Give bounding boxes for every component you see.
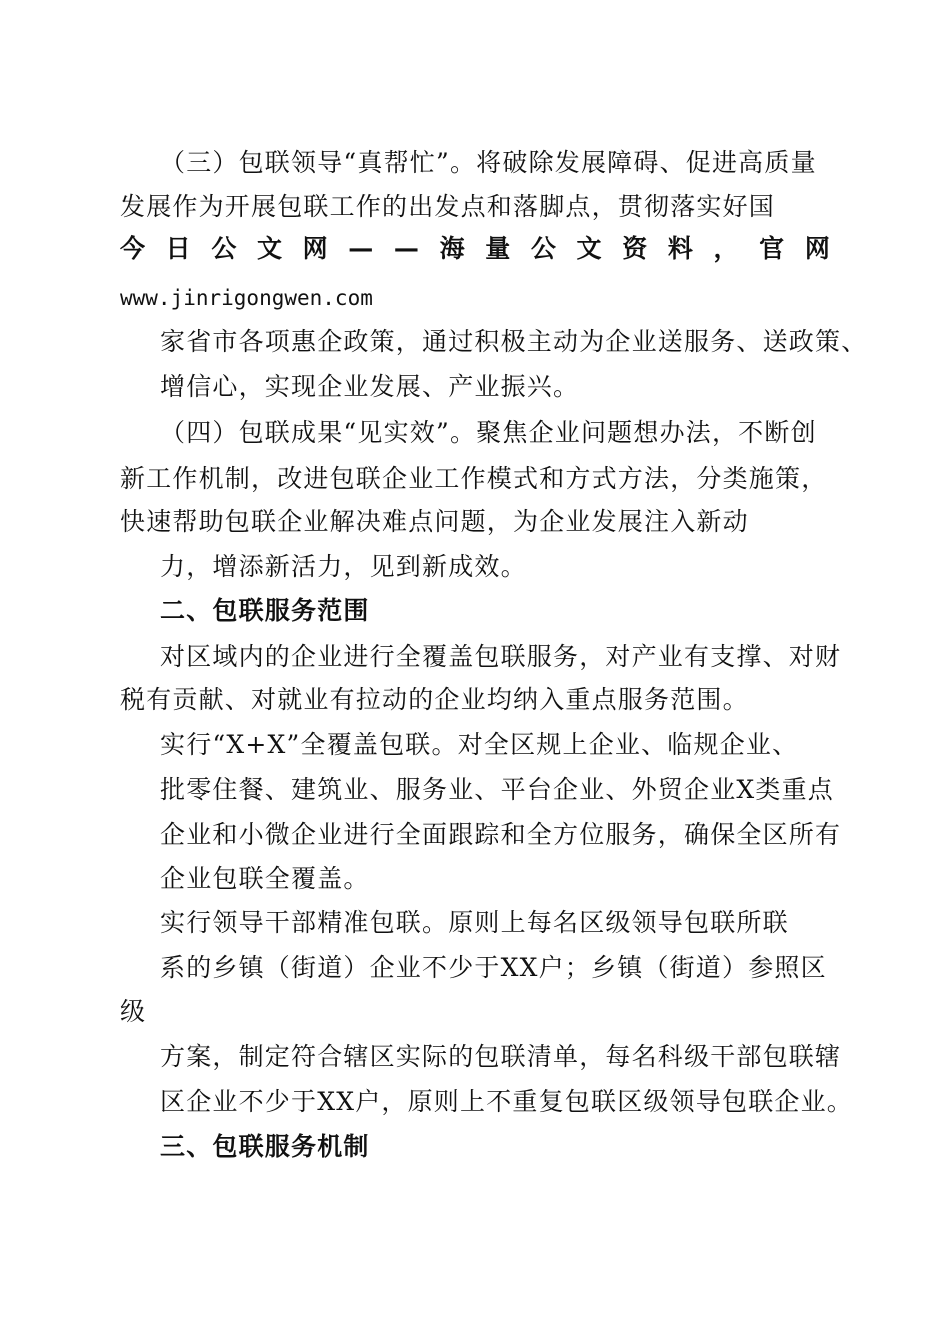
paragraph-line: 实行“X+X”全覆盖包联。对全区规上企业、临规企业、 bbox=[160, 730, 799, 759]
paragraph-line: （三）包联领导“真帮忙”。将破除发展障碍、促进高质量 bbox=[160, 148, 817, 177]
banner-char: 海 bbox=[439, 234, 465, 263]
section-heading: 二、包联服务范围 bbox=[160, 596, 370, 625]
banner-char: 量 bbox=[485, 234, 511, 263]
banner-char: 今 bbox=[120, 234, 146, 263]
paragraph-line: 快速帮助包联企业解决难点问题，为企业发展注入新动 bbox=[120, 507, 749, 536]
banner-char: 文 bbox=[576, 234, 602, 263]
paragraph-line: 区企业不少于XX户，原则上不重复包联区级领导包联企业。 bbox=[160, 1087, 853, 1116]
watermark-url: www.jinrigongwen.com bbox=[120, 286, 373, 310]
paragraph-line: 力，增添新活力，见到新成效。 bbox=[160, 552, 527, 581]
paragraph-line: 企业包联全覆盖。 bbox=[160, 864, 370, 893]
paragraph-line: 增信心，实现企业发展、产业振兴。 bbox=[160, 372, 580, 401]
banner-char: 网 bbox=[804, 234, 830, 263]
banner-char: 公 bbox=[530, 234, 556, 263]
banner-char: — bbox=[393, 234, 419, 263]
banner-char: 资 bbox=[622, 234, 648, 263]
paragraph-line: 实行领导干部精准包联。原则上每名区级领导包联所联 bbox=[160, 908, 789, 937]
paragraph-line: 级 bbox=[120, 997, 147, 1026]
banner-char: 日 bbox=[165, 234, 191, 263]
banner-char: 料 bbox=[667, 234, 693, 263]
banner-char: 公 bbox=[211, 234, 237, 263]
paragraph-line: 批零住餐、建筑业、服务业、平台企业、外贸企业X类重点 bbox=[160, 775, 835, 804]
paragraph-line: 企业和小微企业进行全面跟踪和全方位服务，确保全区所有 bbox=[160, 820, 842, 849]
banner-char: 文 bbox=[256, 234, 282, 263]
paragraph-line: （四）包联成果“见实效”。聚焦企业问题想办法，不断创 bbox=[160, 418, 817, 447]
paragraph-line: 发展作为开展包联工作的出发点和落脚点，贯彻落实好国 bbox=[120, 192, 776, 221]
paragraph-line: 对区域内的企业进行全覆盖包联服务，对产业有支撑、对财 bbox=[160, 642, 842, 671]
watermark-banner bbox=[120, 232, 830, 266]
banner-char: ， bbox=[713, 234, 739, 263]
banner-char: 网 bbox=[302, 234, 328, 263]
paragraph-line: 新工作机制，改进包联企业工作模式和方式方法，分类施策， bbox=[120, 464, 828, 493]
banner-char: — bbox=[348, 234, 374, 263]
paragraph-line: 系的乡镇（街道）企业不少于XX户；乡镇（街道）参照区 bbox=[160, 953, 827, 982]
paragraph-line: 方案，制定符合辖区实际的包联清单，每名科级干部包联辖 bbox=[160, 1042, 842, 1071]
paragraph-line: 家省市各项惠企政策，通过积极主动为企业送服务、送政策、 bbox=[160, 327, 868, 356]
banner-char: 官 bbox=[759, 234, 785, 263]
section-heading: 三、包联服务机制 bbox=[160, 1132, 370, 1161]
paragraph-line: 税有贡献、对就业有拉动的企业均纳入重点服务范围。 bbox=[120, 685, 749, 714]
